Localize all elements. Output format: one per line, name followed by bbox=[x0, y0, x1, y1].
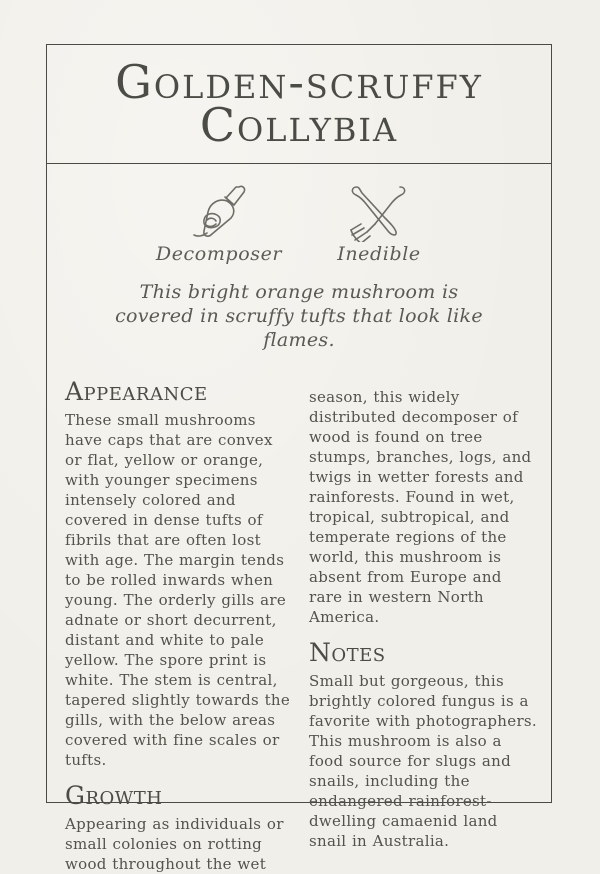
section-heading-appearance: Appearance bbox=[65, 377, 208, 406]
card-body bbox=[47, 184, 551, 874]
page-title-line-2: Collybia bbox=[199, 98, 399, 152]
badge-label-inedible: Inedible bbox=[337, 243, 421, 265]
notes-text: Small but gorgeous, this brightly colored fungus is a favorite with photographers. This mushroom is also a food source for slugs and snails, including the endangered rainforest-dwelling camaenid land snail in Australia. bbox=[309, 672, 537, 850]
appearance-text: These small mushrooms have caps that are convex or flat, yellow or orange, with younger specimens intensely colored and covered in dense tufts of fibrils that are often lost with age. The margin tends to be rolled inwards when young. The orderly gills are adnate or short decurrent, distant and white to pale yellow. The spore print is white. The stem is central, tapered slightly towards the gills, with the below areas covered with fine scales or tufts. bbox=[65, 411, 291, 769]
growth-text-part1: Appearing as individuals or small colonies on rotting wood throughout the wet bbox=[65, 815, 284, 873]
tagline: This bright orange mushroom is covered in scruffy tufts that look like flames. bbox=[115, 281, 483, 351]
growth-text-part2: season, this widely distributed decomposer of wood is found on tree stumps, branches, logs, and twigs in wetter forests and rainforests. Found in wet, tropical, subtropical, and temperate regions of the world, this mushroom is absent from Europe and rare in western North America. bbox=[309, 388, 532, 626]
badge-label-decomposer: Decomposer bbox=[155, 243, 283, 265]
section-heading-notes: Notes bbox=[309, 638, 386, 667]
content-columns bbox=[47, 378, 551, 874]
section-heading-growth: Growth bbox=[65, 781, 163, 810]
card-frame bbox=[46, 44, 552, 873]
page-title-line-1: Golden-scruffy bbox=[115, 55, 483, 109]
left-column bbox=[65, 378, 293, 874]
attribute-badges bbox=[47, 184, 551, 265]
trowel-icon bbox=[187, 184, 251, 242]
page-title bbox=[115, 55, 483, 152]
badge-decomposer bbox=[154, 184, 284, 265]
title-block bbox=[47, 45, 551, 164]
crossed-fork-knife-icon bbox=[347, 184, 411, 242]
badge-inedible bbox=[314, 184, 444, 265]
right-column bbox=[309, 378, 537, 874]
